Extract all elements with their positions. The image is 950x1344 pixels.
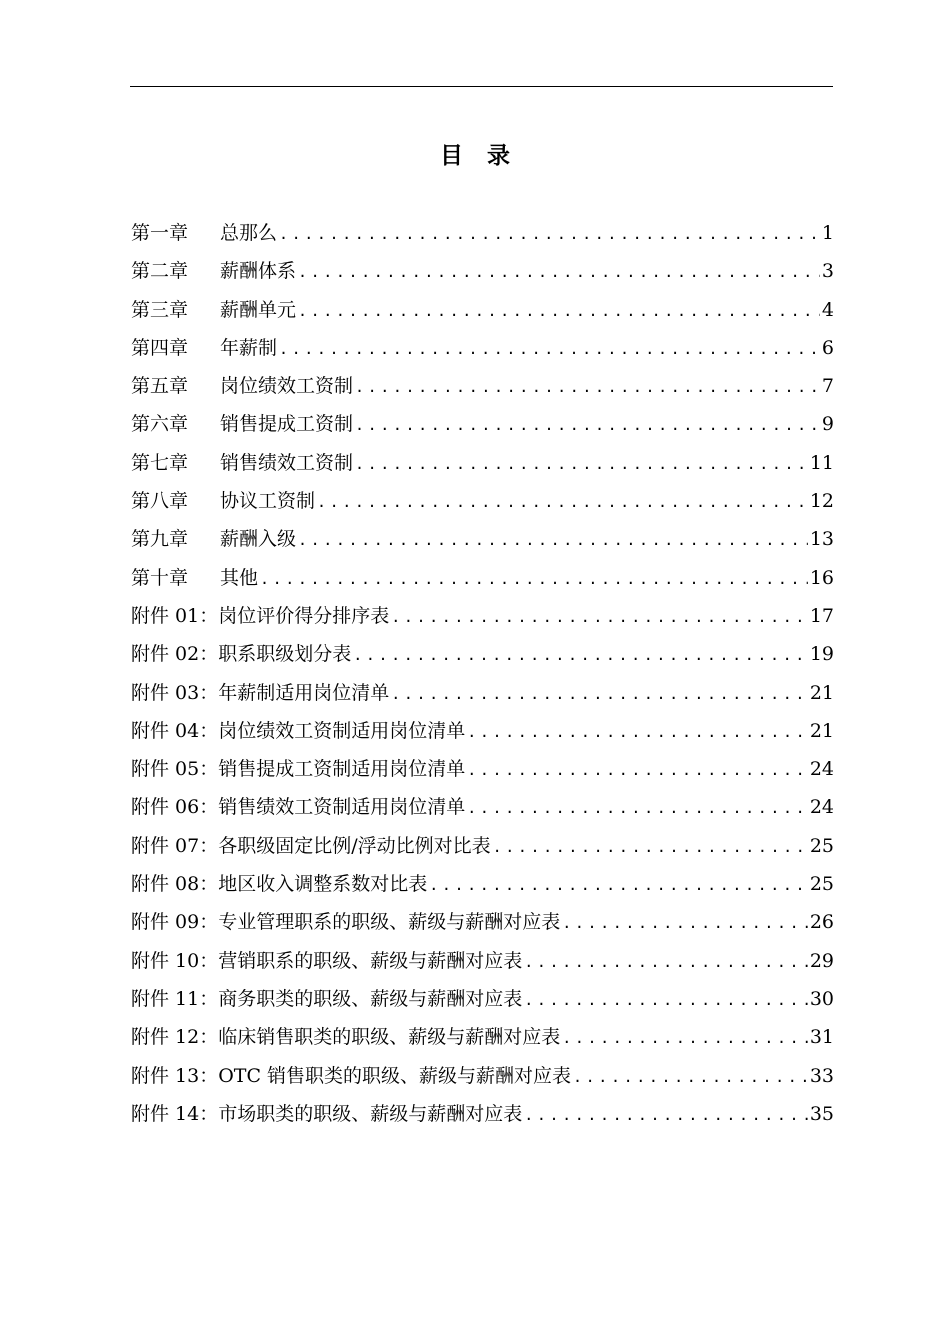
toc-entry[interactable] [131, 520, 834, 558]
toc-entry-text: 岗位绩效工资制 [220, 375, 354, 398]
toc-entry-page: 24 [809, 796, 834, 819]
toc-entry-label: 第七章 [131, 451, 189, 474]
toc-entry-page: 13 [809, 528, 834, 551]
toc-entry-label: 第二章 [131, 260, 189, 283]
toc-entry[interactable] [131, 635, 834, 673]
toc-leader-dots [391, 675, 808, 713]
toc-entry[interactable] [131, 942, 834, 980]
toc-entry-text: 职系职级划分表 [218, 643, 352, 666]
toc-entry-label: 附件 12： [131, 1026, 219, 1049]
toc-entry[interactable] [131, 482, 834, 520]
toc-title-char: 目 [440, 143, 463, 169]
toc-entry-text: 临床销售职类的职级、薪级与薪酬对应表 [218, 1026, 561, 1049]
toc-entry-text: 年薪制适用岗位清单 [218, 681, 390, 704]
toc-entry-text: 岗位评价得分排序表 [218, 604, 390, 627]
toc-entry[interactable] [131, 865, 834, 903]
toc-entry-label: 附件 10： [131, 949, 219, 972]
toc-entry[interactable] [131, 674, 834, 712]
toc-entry-label: 附件 04： [131, 719, 219, 742]
toc-leader-dots [298, 292, 820, 330]
toc-entry[interactable] [131, 827, 834, 865]
toc-entry-text: 薪酬单元 [220, 298, 297, 321]
toc-leader-dots [355, 445, 808, 483]
toc-entry-text: 岗位绩效工资制适用岗位清单 [218, 719, 466, 742]
toc-entry-text: 协议工资制 [220, 490, 316, 513]
toc-leader-dots [467, 789, 808, 827]
toc-entry-label: 第六章 [131, 413, 189, 436]
toc-entry-label: 第一章 [131, 222, 189, 244]
toc-entry-page: 25 [809, 873, 834, 896]
toc-entry[interactable] [131, 1018, 834, 1056]
toc-leader-dots [493, 828, 808, 866]
toc-entry-text: 总那么 [220, 222, 278, 244]
toc-leader-dots [298, 521, 808, 559]
toc-entry-page: 24 [809, 758, 834, 781]
toc-entry[interactable] [131, 1095, 834, 1133]
toc-list [131, 214, 834, 1133]
toc-entry-page: 16 [809, 566, 834, 589]
toc-leader-dots [279, 215, 820, 253]
toc-leader-dots [279, 330, 820, 368]
toc-entry[interactable] [131, 1057, 834, 1095]
toc-entry[interactable] [131, 980, 834, 1018]
toc-title [0, 138, 950, 174]
toc-entry-page: 26 [809, 911, 834, 934]
toc-leader-dots [573, 1058, 808, 1096]
toc-entry[interactable] [131, 405, 834, 443]
toc-entry-text: 其他 [220, 566, 259, 589]
toc-leader-dots [562, 904, 808, 942]
toc-entry-page: 1 [821, 222, 834, 244]
toc-entry[interactable] [131, 444, 834, 482]
toc-leader-dots [298, 253, 820, 291]
toc-entry[interactable] [131, 214, 834, 252]
toc-entry-page: 25 [809, 834, 834, 857]
toc-entry-label: 第九章 [131, 528, 189, 551]
toc-entry-page: 30 [809, 987, 834, 1010]
toc-leader-dots [562, 1019, 808, 1057]
toc-entry-label: 附件 03： [131, 681, 219, 704]
toc-leader-dots [355, 368, 820, 406]
toc-entry-page: 17 [809, 604, 834, 627]
toc-entry-label: 附件 05： [131, 758, 219, 781]
toc-entry-text: 商务职类的职级、薪级与薪酬对应表 [218, 987, 523, 1010]
toc-entry-label: 附件 02： [131, 643, 219, 666]
toc-entry-text: 销售绩效工资制适用岗位清单 [218, 796, 466, 819]
toc-leader-dots [391, 598, 808, 636]
toc-entry-page: 7 [821, 375, 834, 398]
toc-entry-label: 第十章 [131, 566, 189, 589]
toc-leader-dots [317, 483, 808, 521]
toc-entry[interactable] [131, 788, 834, 826]
toc-entry-page: 31 [809, 1026, 834, 1049]
toc-entry-text: 销售提成工资制 [220, 413, 354, 436]
toc-entry-label: 附件 11： [131, 987, 219, 1010]
toc-entry-text: 地区收入调整系数对比表 [218, 873, 428, 896]
toc-entry-page: 9 [821, 413, 834, 436]
toc-entry-page: 11 [809, 451, 834, 474]
toc-leader-dots [524, 943, 808, 981]
toc-entry-text: 薪酬体系 [220, 260, 297, 283]
toc-leader-dots [353, 636, 808, 674]
toc-leader-dots [355, 406, 820, 444]
toc-entry-label: 附件 08： [131, 873, 219, 896]
toc-entry-page: 12 [809, 490, 834, 513]
toc-entry-label: 第三章 [131, 298, 189, 321]
toc-entry-text: 销售提成工资制适用岗位清单 [218, 758, 466, 781]
toc-entry-text: OTC 销售职类的职级、薪级与薪酬对应表 [218, 1064, 572, 1087]
toc-entry-page: 21 [809, 719, 834, 742]
toc-leader-dots [260, 560, 808, 598]
toc-entry-label: 第八章 [131, 490, 189, 513]
toc-entry-text: 市场职类的职级、薪级与薪酬对应表 [218, 1102, 523, 1125]
toc-entry[interactable] [131, 597, 834, 635]
toc-entry[interactable] [131, 367, 834, 405]
toc-entry-text: 薪酬入级 [220, 528, 297, 551]
toc-entry-label: 附件 06： [131, 796, 219, 819]
toc-entry[interactable] [131, 559, 834, 597]
toc-leader-dots [524, 1096, 808, 1134]
toc-entry-text: 各职级固定比例/浮动比例对比表 [218, 834, 491, 857]
toc-entry-page: 6 [821, 336, 834, 359]
toc-entry[interactable] [131, 712, 834, 750]
toc-entry-text: 专业管理职系的职级、薪级与薪酬对应表 [218, 911, 561, 934]
toc-entry-page: 19 [809, 643, 834, 666]
toc-entry-page: 21 [809, 681, 834, 704]
toc-entry-text: 年薪制 [220, 336, 278, 359]
toc-entry-page: 29 [809, 949, 834, 972]
toc-entry-page: 35 [809, 1102, 834, 1125]
toc-entry-label: 附件 09： [131, 911, 219, 934]
toc-entry-page: 33 [809, 1064, 834, 1087]
toc-entry[interactable] [131, 329, 834, 367]
toc-entry-label: 第四章 [131, 336, 189, 359]
toc-entry-label: 第五章 [131, 375, 189, 398]
toc-leader-dots [524, 981, 808, 1019]
toc-entry-text: 销售绩效工资制 [220, 451, 354, 474]
toc-entry[interactable] [131, 750, 834, 788]
header-rule [130, 86, 833, 87]
toc-entry-text: 营销职系的职级、薪级与薪酬对应表 [218, 949, 523, 972]
toc-entry[interactable] [131, 252, 834, 290]
toc-entry-label: 附件 01： [131, 604, 219, 627]
toc-leader-dots [467, 713, 808, 751]
toc-entry[interactable] [131, 291, 834, 329]
toc-entry-page: 4 [821, 298, 834, 321]
toc-entry-label: 附件 14： [131, 1102, 219, 1125]
toc-title-char: 录 [487, 143, 510, 169]
toc-entry-page: 3 [821, 260, 834, 283]
toc-entry[interactable] [131, 903, 834, 941]
toc-entry-label: 附件 07： [131, 834, 219, 857]
toc-entry-label: 附件 13： [131, 1064, 219, 1087]
toc-leader-dots [467, 751, 808, 789]
toc-leader-dots [429, 866, 808, 904]
